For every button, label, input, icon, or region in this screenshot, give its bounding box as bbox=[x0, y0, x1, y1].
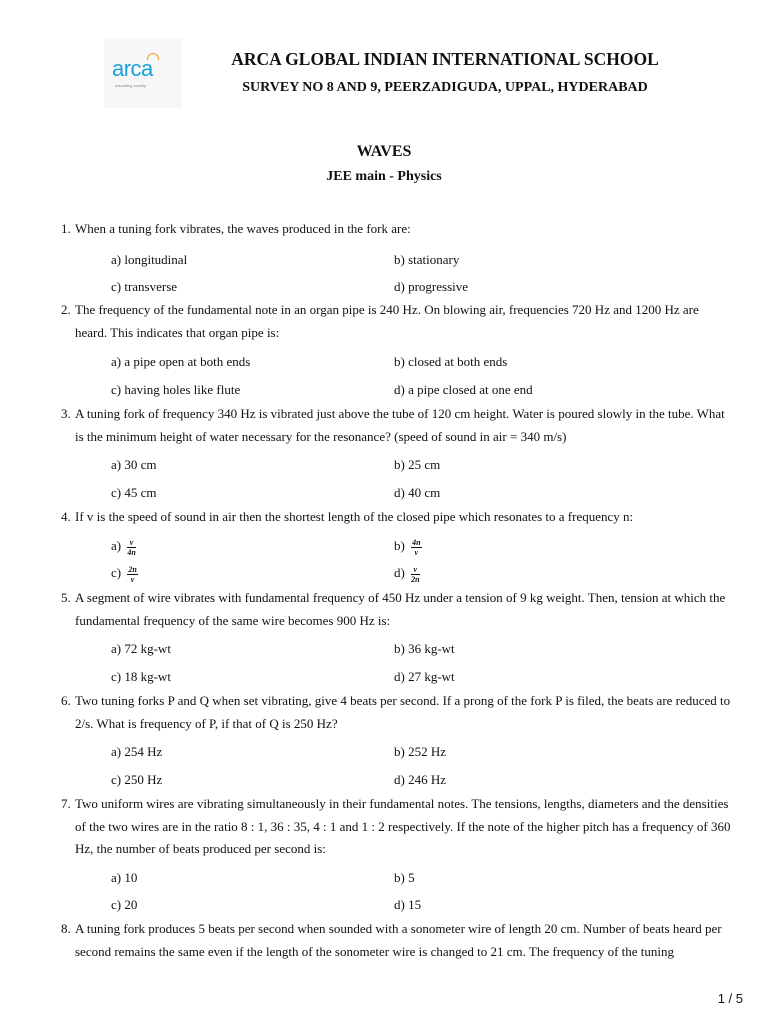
option-c: c) transverse bbox=[111, 279, 178, 294]
option-a bbox=[111, 537, 136, 557]
school-address: SURVEY NO 8 AND 9, PEERZADIGUDA, UPPAL, HYDERABAD bbox=[242, 80, 648, 95]
option-a: a) a pipe open at both ends bbox=[111, 354, 251, 369]
question-text: Two uniform wires are vibrating simultaneously in their fundamental notes. The tensions, lengths, diameters and the densities of the two wires are in the ratio 8 : 1, 36 : 35, 4 : 1 and 1 : 2 respectively. If the note of the higher pitch has a frequency of 360 Hz, the number of beats produced per second is: bbox=[75, 796, 731, 856]
question-text: If v is the speed of sound in air then the shortest length of the closed pipe which resonates to a frequency n: bbox=[75, 509, 634, 524]
fraction: $\frac{2n}{v}$ bbox=[128, 564, 137, 584]
fraction: $\frac{v}{2n}$ bbox=[411, 564, 420, 584]
question-number: 2. bbox=[61, 302, 71, 317]
option-label: c) bbox=[111, 565, 122, 580]
option-d: d) 246 Hz bbox=[394, 772, 446, 787]
question-6 bbox=[61, 690, 733, 735]
option-a: a) 254 Hz bbox=[111, 744, 163, 759]
option-a: a) 30 cm bbox=[111, 457, 157, 472]
fraction: $\frac{v}{4n}$ bbox=[127, 537, 136, 557]
option-c: c) 250 Hz bbox=[111, 772, 163, 787]
question-7 bbox=[61, 793, 733, 861]
question-number: 7. bbox=[61, 796, 71, 811]
option-d: d) progressive bbox=[394, 279, 469, 294]
question-number: 3. bbox=[61, 406, 71, 421]
option-b: b) 5 bbox=[394, 870, 415, 885]
question-8 bbox=[61, 918, 733, 963]
document-subtitle: JEE main - Physics bbox=[326, 169, 442, 184]
school-logo bbox=[104, 38, 182, 108]
option-a: a) 10 bbox=[111, 870, 138, 885]
option-d: d) 27 kg-wt bbox=[394, 669, 455, 684]
page-number: 1 / 5 bbox=[717, 991, 743, 1006]
option-b: b) closed at both ends bbox=[394, 354, 508, 369]
question-3 bbox=[61, 403, 733, 448]
option-label: b) bbox=[394, 538, 405, 553]
logo-text: arca bbox=[112, 56, 153, 81]
question-text: A segment of wire vibrates with fundamental frequency of 450 Hz under a tension of 9 kg weight. Then, tension at which the fundamental frequency of the same wire becomes 900 Hz is: bbox=[75, 590, 726, 628]
question-5 bbox=[61, 587, 733, 632]
question-text: When a tuning fork vibrates, the waves produced in the fork are: bbox=[75, 221, 411, 236]
option-a: a) 72 kg-wt bbox=[111, 641, 171, 656]
option-b: b) 36 kg-wt bbox=[394, 641, 455, 656]
fraction: $\frac{4n}{v}$ bbox=[412, 537, 421, 557]
question-2 bbox=[61, 299, 733, 344]
question-text: A tuning fork produces 5 beats per second when sounded with a sonometer wire of length 20 cm. Number of beats heard per second remains the same even if the length of the sonometer wire is changed to 21 cm. The frequency of the tuning bbox=[75, 921, 722, 959]
question-4 bbox=[61, 506, 733, 529]
option-d: d) 40 cm bbox=[394, 485, 441, 500]
question-text: The frequency of the fundamental note in an organ pipe is 240 Hz. On blowing air, frequencies 720 Hz and 1200 Hz are heard. This indicates that organ pipe is: bbox=[75, 302, 699, 340]
option-c: c) 45 cm bbox=[111, 485, 157, 500]
option-d: d) a pipe closed at one end bbox=[394, 382, 533, 397]
question-text: Two tuning forks P and Q when set vibrating, give 4 beats per second. If a prong of the fork P is filed, the beats are reduced to 2/s. What is frequency of P, if that of Q is 250 Hz? bbox=[75, 693, 731, 731]
option-b: b) 252 Hz bbox=[394, 744, 446, 759]
option-d: d) 15 bbox=[394, 897, 422, 912]
question-number: 6. bbox=[61, 693, 71, 708]
question-number: 8. bbox=[61, 921, 71, 936]
school-name: ARCA GLOBAL INDIAN INTERNATIONAL SCHOOL bbox=[231, 49, 659, 69]
option-b: b) 25 cm bbox=[394, 457, 441, 472]
logo-tagline: educating society bbox=[115, 83, 146, 88]
option-b bbox=[394, 537, 422, 557]
question-number: 5. bbox=[61, 590, 71, 605]
option-c bbox=[111, 564, 138, 584]
option-d bbox=[394, 564, 420, 584]
option-label: a) bbox=[111, 538, 122, 553]
document-title: WAVES bbox=[356, 143, 412, 160]
option-a: a) longitudinal bbox=[111, 252, 188, 267]
option-c: c) 18 kg-wt bbox=[111, 669, 171, 684]
option-label: d) bbox=[394, 565, 405, 580]
option-b: b) stationary bbox=[394, 252, 460, 267]
option-c: c) 20 bbox=[111, 897, 138, 912]
question-number: 4. bbox=[61, 509, 71, 524]
question-1 bbox=[61, 218, 733, 241]
question-number: 1. bbox=[61, 221, 71, 236]
option-c: c) having holes like flute bbox=[111, 382, 241, 397]
question-text: A tuning fork of frequency 340 Hz is vibrated just above the tube of 120 cm height. Water is poured slowly in the tube. What is the minimum height of water necessary for the resonance? (speed of sound in air = 340 m/s) bbox=[75, 406, 725, 444]
